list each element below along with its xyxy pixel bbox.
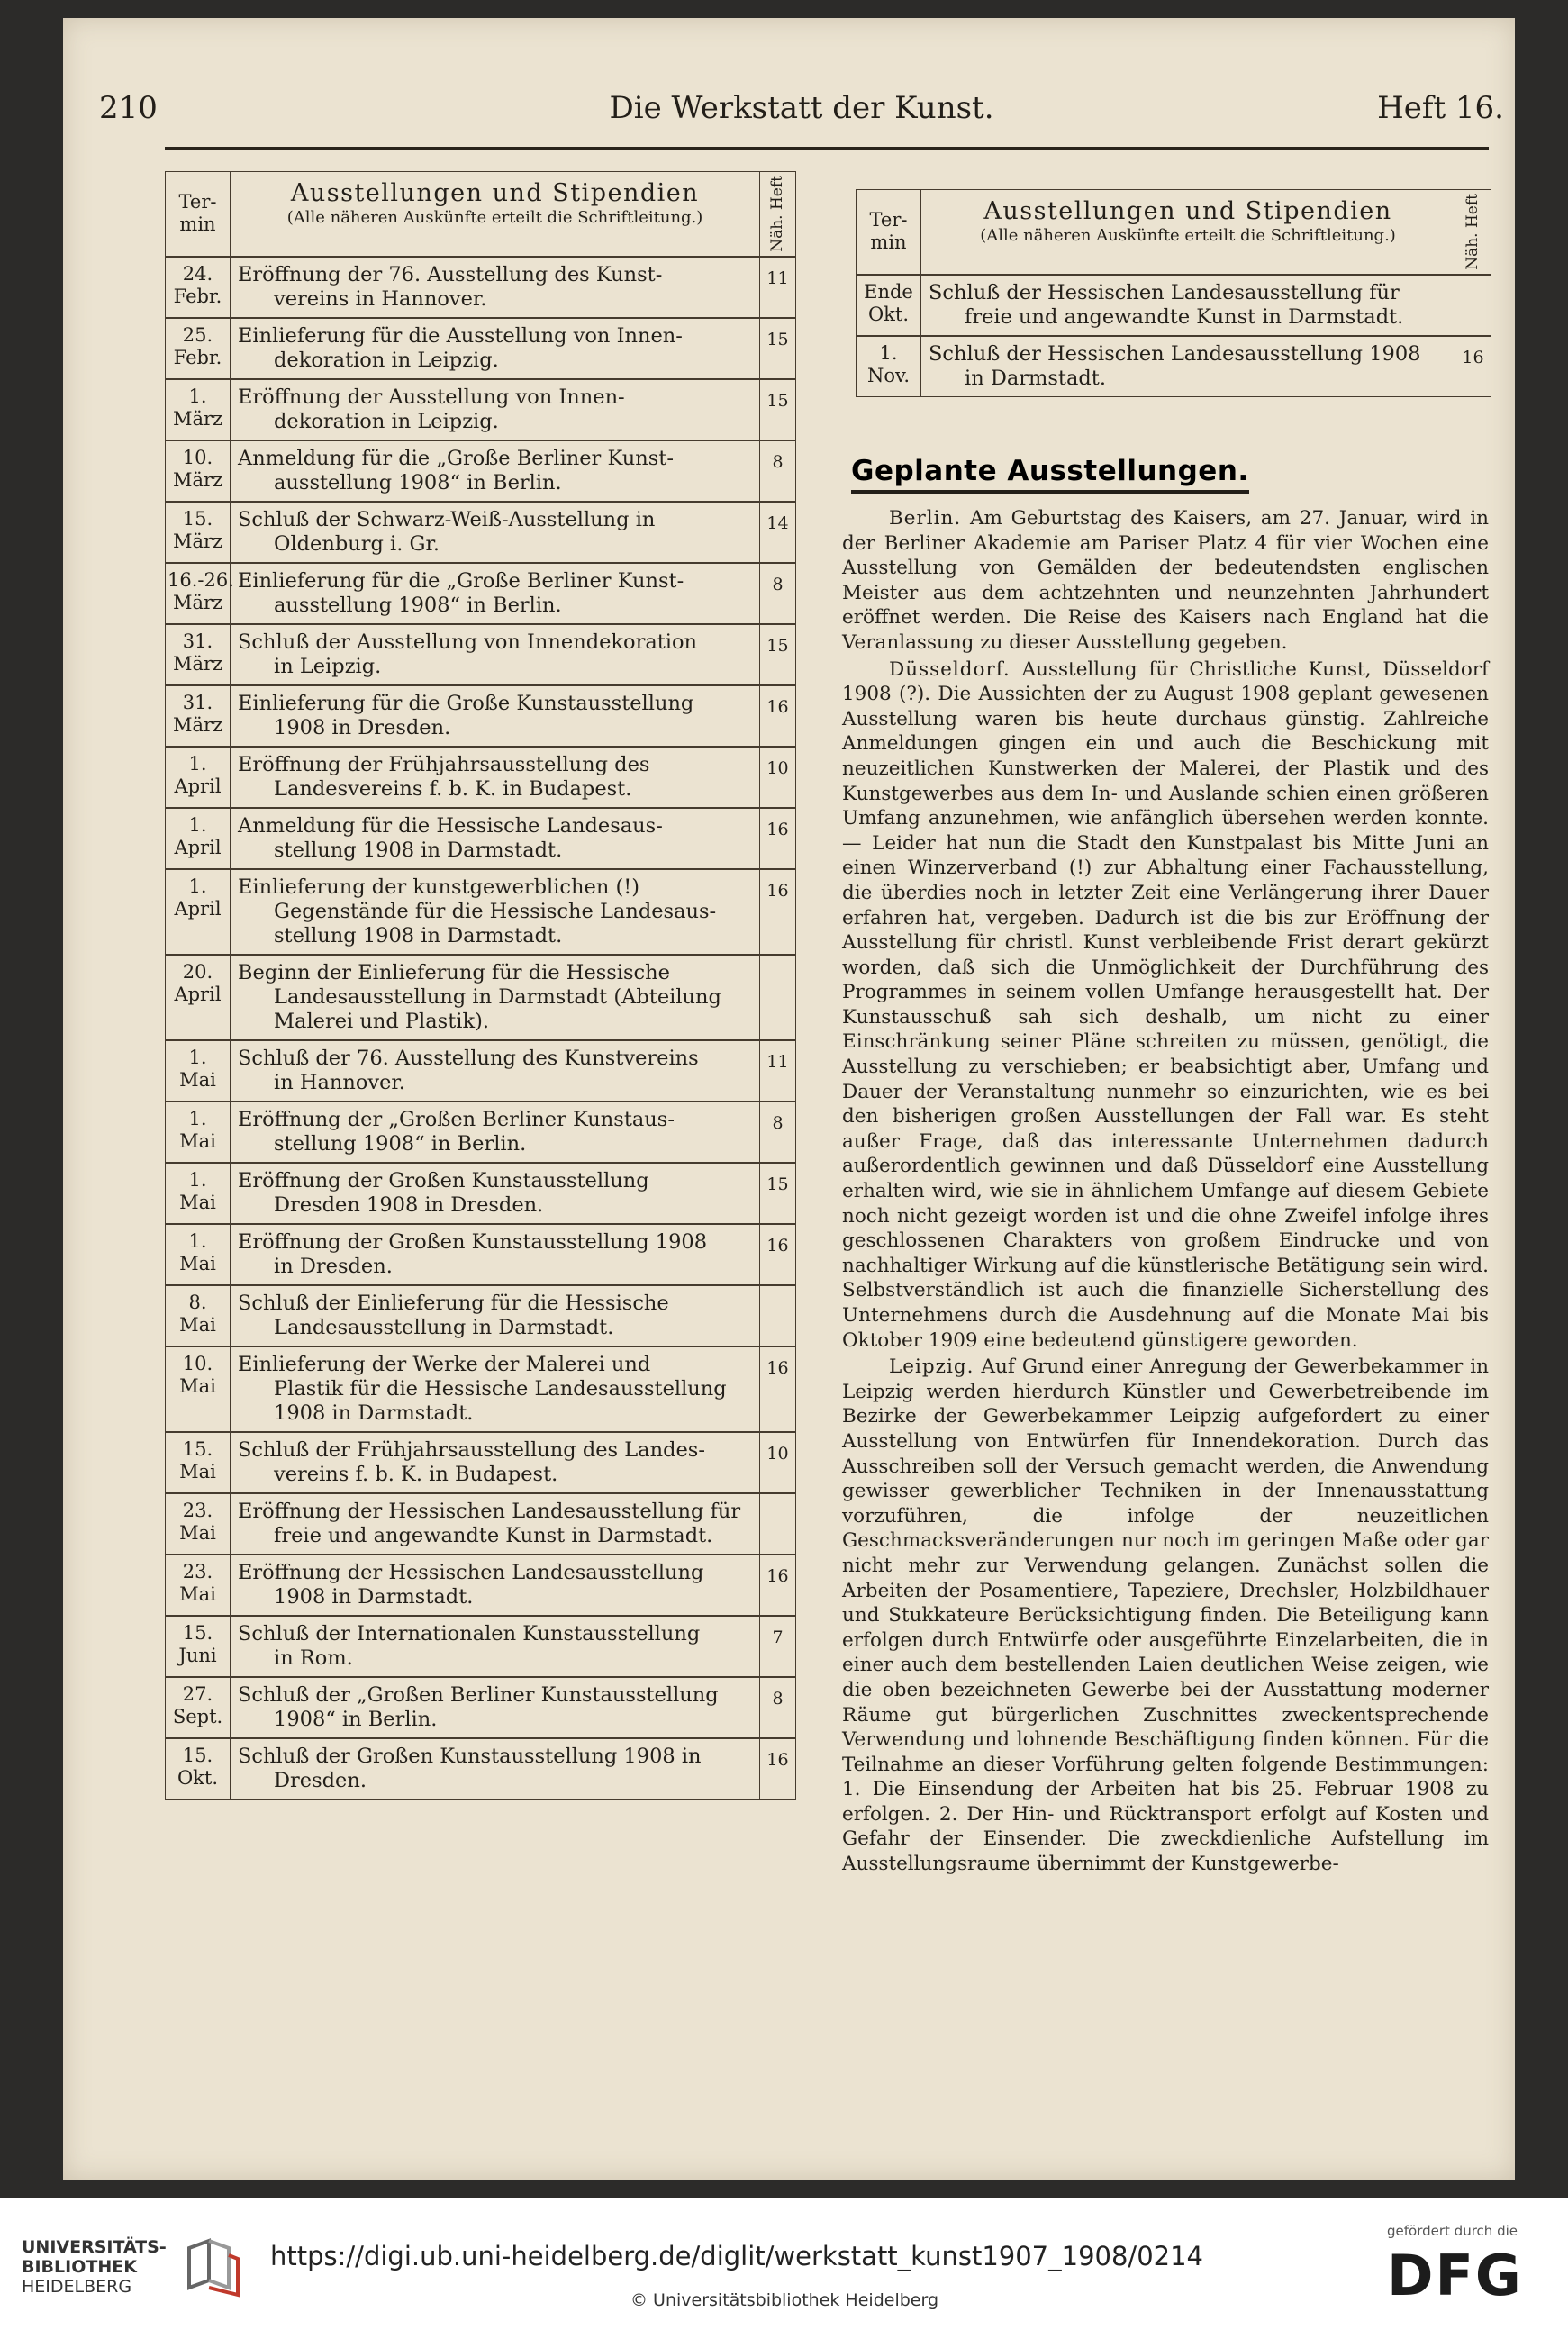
- article-lead: Düsseldorf.: [889, 657, 1011, 681]
- row-event-line: Schluß der Frühjahrsausstellung des Landes-: [238, 1437, 705, 1462]
- row-date-line: 27.: [182, 1682, 213, 1705]
- article-lead: Leipzig.: [889, 1355, 974, 1379]
- row-date-line: Mai: [179, 1129, 216, 1152]
- row-date: [166, 808, 231, 869]
- row-date: [166, 1616, 231, 1677]
- row-date: [166, 624, 231, 685]
- row-date: [166, 1677, 231, 1738]
- row-date: [166, 318, 231, 379]
- row-event-line: Schluß der Großen Kunstausstellung 1908 in: [238, 1744, 702, 1768]
- row-event-line: Eröffnung der 76. Ausstellung des Kunst-: [238, 262, 663, 286]
- table-row: [857, 275, 1491, 336]
- row-event: [231, 1677, 760, 1738]
- row-date-line: 15.: [182, 1437, 213, 1460]
- row-event-line: Beginn der Einlieferung für die Hessische: [238, 960, 670, 984]
- row-issue-ref: 16: [760, 685, 796, 747]
- row-event-line: Schluß der Internationalen Kunstausstellung: [238, 1621, 701, 1646]
- table-row: [166, 1040, 796, 1102]
- row-date-line: Okt.: [177, 1766, 219, 1789]
- row-event: [231, 502, 760, 563]
- row-event: [231, 1102, 760, 1163]
- running-title: Die Werkstatt der Kunst.: [609, 90, 994, 126]
- row-issue-ref: 8: [760, 1102, 796, 1163]
- row-date: [857, 275, 921, 336]
- row-event-line: Anmeldung für die „Große Berliner Kunst-: [238, 446, 674, 470]
- row-date-line: Mai: [179, 1582, 216, 1605]
- row-issue-ref: 16: [760, 1224, 796, 1285]
- row-event-line: Schluß der Hessischen Landesausstellung für: [929, 280, 1400, 304]
- row-issue-ref: 14: [760, 502, 796, 563]
- row-issue-ref: 10: [760, 747, 796, 808]
- library-name-line: BIBLIOTHEK: [22, 2257, 137, 2277]
- row-event: [231, 685, 760, 747]
- row-date-line: 1.: [879, 341, 898, 364]
- row-event: [231, 318, 760, 379]
- article-text: Ausstellung für Christliche Kunst, Düsseldorf 1908 (?). Die Aussichten der zu August 1908 geplant gewesenen Ausstellung waren bis heute durchaus günstig. Zahlreiche Anmeldungen gingen ein und auch die Beschickung mit neuzeitlichen Kunstwerken der Malerei, der Plastik und des Kunstgewerbes aus dem In- und Auslande schien einen größeren Umfang anzunehmen, wie anfänglich übersehen werden konnte. — Leider hat nun die Stadt den Kunstpalast bis Mitte Juni an einen Winzerverband (!) zur Abhaltung einer Fachausstellung, die überdies noch in letzter Zeit eine Verlängerung ihrer Dauer erfahren hat, vergeben. Dadurch ist die bis zur Eröffnung der Ausstellung für christl. Kunst verbleibende Frist derart gekürzt worden, daß sich die Unmöglichkeit der Durchführung des Programmes in seinem vollen Umfange herausgestellt hat. Der Kunstausschuß sah sich deshalb, um nicht zu einer Einschränkung seiner Pläne schreiten zu müssen, genötigt, die Ausstellung zu verschieben; er beabsichtigt aber, Umfang und Dauer der Veranstaltung nunmehr so einzurichten, wie es bei den bisherigen großen Ausstellungen der Fall war. Es steht außer Frage, daß das interessante Unternehmen dadurch außerordentlich gewinnen und daß Düsseldorf eine Ausstellung erhalten wird, wie sie in ähnlichem Umfange auf diesem Gebiete noch nicht gezeigt worden ist und die ohne Zweifel infolge ihres geschlossenen Charakters von großem Eindrucke und von nachhaltiger Wirkung auf die künstlerische Betätigung sein wird. Selbstverständlich ist auch die finanzielle Sicherstellung des Unternehmens durch die Ausdehnung auf die Monate Mai bis Oktober 1909 eine bedeutend günstigere geworden.: [842, 657, 1490, 1352]
- row-event-line: stellung 1908 in Darmstadt.: [274, 923, 563, 947]
- table-row: [166, 1432, 796, 1493]
- row-event: [231, 1493, 760, 1555]
- row-date-line: 1.: [188, 385, 207, 407]
- row-date: [166, 1432, 231, 1493]
- row-date-line: 8.: [188, 1291, 207, 1313]
- table-subtitle: (Alle näheren Auskünfte erteilt die Schriftleitung.): [286, 208, 703, 227]
- row-issue-ref: 10: [760, 1432, 796, 1493]
- row-date-line: 10.: [182, 446, 213, 468]
- row-date: [166, 563, 234, 624]
- ref-header-label: Näh. Heft: [768, 176, 786, 252]
- title-header: [231, 172, 760, 257]
- row-date-line: 23.: [182, 1560, 213, 1582]
- row-date: [166, 1493, 231, 1555]
- row-date-line: Mai: [179, 1252, 216, 1274]
- table-row: [166, 257, 796, 318]
- row-date-line: März: [172, 407, 223, 430]
- row-event-line: Einlieferung für die „Große Berliner Kunst-: [238, 568, 684, 593]
- term-header: Ter-min: [857, 190, 921, 275]
- title-header: [921, 190, 1455, 275]
- row-issue-ref: 16: [760, 1738, 796, 1800]
- section-heading-planned: Geplante Ausstellungen.: [851, 455, 1249, 494]
- row-date-line: 1.: [188, 875, 207, 897]
- table-row: [166, 1102, 796, 1163]
- row-event-line: ausstellung 1908“ in Berlin.: [274, 593, 562, 617]
- row-event-line: Eröffnung der Großen Kunstausstellung: [238, 1168, 649, 1192]
- row-date: [166, 747, 231, 808]
- row-date: [166, 1738, 231, 1800]
- row-date-line: März: [172, 530, 223, 552]
- row-event-line: Schluß der 76. Ausstellung des Kunstvereins: [238, 1046, 699, 1070]
- row-issue-ref: 16: [760, 1346, 796, 1432]
- row-issue-ref: 16: [1455, 336, 1491, 397]
- row-issue-ref: [760, 1493, 796, 1555]
- row-date: [166, 1224, 231, 1285]
- row-issue-ref: [760, 955, 796, 1040]
- row-issue-ref: 15: [760, 379, 796, 440]
- row-event-line: in Hannover.: [274, 1070, 405, 1094]
- row-date-line: Ende: [864, 280, 913, 303]
- table-row: [166, 685, 796, 747]
- dfg-logo: DFG: [1387, 2243, 1523, 2308]
- table-title: Ausstellungen und Stipendien: [983, 197, 1392, 225]
- row-date: [166, 869, 231, 955]
- row-date-line: April: [174, 775, 222, 797]
- row-event-line: Eröffnung der Ausstellung von Innen-: [238, 385, 625, 409]
- row-date-line: März: [172, 468, 223, 491]
- row-event-line: Anmeldung für die Hessische Landesaus-: [238, 813, 663, 838]
- row-event-line: Schluß der Schwarz-Weiß-Ausstellung in: [238, 507, 656, 531]
- row-date: [166, 1555, 231, 1616]
- row-date-line: Okt.: [867, 303, 910, 325]
- row-date-line: April: [174, 836, 222, 858]
- row-event: [231, 1040, 760, 1102]
- term-header: Ter-min: [166, 172, 231, 257]
- ref-header-label: Näh. Heft: [1464, 194, 1482, 270]
- row-date: [166, 1040, 231, 1102]
- row-date-line: April: [174, 983, 222, 1005]
- article-duesseldorf: [842, 657, 1489, 1354]
- issue-number: Heft 16.: [1377, 90, 1504, 126]
- row-date-line: März: [172, 591, 223, 613]
- row-event-line: 1908 in Darmstadt.: [274, 1401, 474, 1425]
- row-event-line: ausstellung 1908“ in Berlin.: [274, 470, 562, 494]
- row-event-line: Eröffnung der Frühjahrsausstellung des: [238, 752, 650, 776]
- row-date-line: Febr.: [173, 285, 222, 307]
- row-issue-ref: 15: [760, 624, 796, 685]
- table-row: [166, 1616, 796, 1677]
- row-issue-ref: 16: [760, 1555, 796, 1616]
- row-issue-ref: 15: [760, 318, 796, 379]
- permalink[interactable]: https://digi.ub.uni-heidelberg.de/diglit/werkstatt_kunst1907_1908/0214: [270, 2241, 1203, 2271]
- row-event-line: stellung 1908 in Darmstadt.: [274, 838, 563, 862]
- book-icon: [182, 2235, 245, 2298]
- article-leipzig: [842, 1355, 1489, 1876]
- row-event: [231, 869, 760, 955]
- row-issue-ref: [760, 1285, 796, 1346]
- table-row: [166, 379, 796, 440]
- row-event: [231, 747, 760, 808]
- row-event: [231, 1163, 760, 1224]
- table-row: [166, 1285, 796, 1346]
- row-issue-ref: 8: [760, 1677, 796, 1738]
- library-name-line: HEIDELBERG: [22, 2277, 132, 2297]
- row-event: [231, 1555, 760, 1616]
- row-event: [231, 379, 760, 440]
- running-header: [99, 90, 1504, 144]
- table-row: [166, 502, 796, 563]
- row-event: [231, 1432, 760, 1493]
- row-event-line: Landesausstellung in Darmstadt (Abteilung: [274, 984, 721, 1009]
- planned-articles: [842, 506, 1489, 1879]
- row-event-line: in Darmstadt.: [965, 366, 1106, 390]
- row-event-line: Malerei und Plastik).: [274, 1009, 490, 1033]
- row-date: [166, 685, 231, 747]
- table-header: [857, 190, 1491, 275]
- row-issue-ref: 16: [760, 808, 796, 869]
- row-event-line: Schluß der „Großen Berliner Kunstausstellung: [238, 1682, 719, 1707]
- table-row: [166, 624, 796, 685]
- table-row: [166, 1493, 796, 1555]
- table-row: [166, 1346, 796, 1432]
- article-text: Auf Grund einer Anregung der Gewerbekammer in Leipzig werden hierdurch Künstler und Gewerbetreibende im Bezirke der Gewerbekammer Leipzig aufgefordert zu einer Ausstellung von Entwürfen für Innendekoration. Durch das Ausschreiben soll der Versuch gemacht werden, die Anwendung gewisser gewerblicher Techniken in der Innenausstattung vorzuführen, die infolge der neuzeitlichen Geschmacksveränderungen nur noch im geringen Maße oder gar nicht mehr zur Verwendung gelangen. Zunächst sollen die Arbeiten der Posamentiere, Tapeziere, Drechsler, Holzbildhauer und Stukkateure Berücksichtigung finden. Die Beteiligung kann erfolgen durch Entwürfe oder ausgeführte Einzelarbeiten, die in einer auch dem bestellenden Laien deutlichen Weise zeigen, wie die oben bezeichneten Gewerbe bei der Ausstattung moderner Räume gut bürgerlichen Zuschnittes zweckentsprechende Verwendung und lohnende Beschäftigung finden können. Für die Teilnahme an dieser Vorführung gelten folgende Bestimmungen: 1. Die Einsendung der Arbeiten hat bis 25. Februar 1908 zu erfolgen. 2. Der Hin- und Rücktransport erfolgt auf Kosten und Gefahr der Einsender. Die zweckdienliche Aufstellung im Ausstellungsraume übernimmt der Kunstgewerbe-: [842, 1355, 1490, 1876]
- row-event: [231, 955, 760, 1040]
- row-date-line: 1.: [188, 1168, 207, 1191]
- row-date-line: 15.: [182, 507, 213, 530]
- row-date-line: Mai: [179, 1460, 216, 1482]
- row-event-line: dekoration in Leipzig.: [274, 409, 499, 433]
- row-event-line: 1908“ in Berlin.: [274, 1707, 438, 1731]
- article-text: Am Geburtstag des Kaisers, am 27. Januar, wird in der Berliner Akademie am Pariser Platz 4 für vier Wochen eine Ausstellung von Gemälden der bedeutendsten englischen Meister aus dem achtzehnten und neunzehnten Jahrhundert eröffnet werden. Die Reise des Kaisers nach England hat die Veranlassung zu dieser Ausstellung gegeben.: [842, 507, 1489, 654]
- row-event-line: Dresden.: [274, 1768, 367, 1792]
- row-issue-ref: 7: [760, 1616, 796, 1677]
- row-date-line: Sept.: [172, 1705, 223, 1727]
- table-row: [166, 1163, 796, 1224]
- row-event-line: Landesvereins f. b. K. in Budapest.: [274, 776, 632, 801]
- library-name: [22, 2237, 167, 2297]
- left-table-body: [166, 257, 796, 1800]
- row-date: [857, 336, 921, 397]
- row-event-line: vereins f. b. K. in Budapest.: [274, 1462, 558, 1486]
- table-row: [166, 1224, 796, 1285]
- row-event-line: freie und angewandte Kunst in Darmstadt.: [965, 304, 1404, 329]
- row-event: [231, 624, 760, 685]
- row-date-line: Febr.: [173, 346, 222, 368]
- row-event-line: Plastik für die Hessische Landesausstellung: [274, 1376, 727, 1401]
- row-event: [231, 257, 760, 318]
- row-event: [231, 563, 760, 624]
- table-row: [166, 955, 796, 1040]
- row-date: [166, 379, 231, 440]
- row-date-line: Mai: [179, 1521, 216, 1544]
- article-berlin: [842, 506, 1489, 656]
- row-date-line: Nov.: [866, 364, 911, 386]
- header-rule: [165, 147, 1489, 150]
- ref-header: [760, 172, 796, 257]
- table-header: [166, 172, 796, 257]
- table-row: [166, 563, 796, 624]
- exhibition-calendar-left: [165, 171, 796, 1800]
- table-row: [166, 440, 796, 502]
- row-event: [231, 1346, 760, 1432]
- row-date-line: März: [172, 652, 223, 675]
- page-number: 210: [99, 90, 158, 126]
- row-event-line: 1908 in Darmstadt.: [274, 1584, 474, 1609]
- row-date-line: 16.-26.: [168, 568, 234, 591]
- row-event-line: Dresden 1908 in Dresden.: [274, 1192, 544, 1217]
- row-event: [231, 1738, 760, 1800]
- table-row: [166, 1738, 796, 1800]
- row-date-line: Mai: [179, 1068, 216, 1091]
- right-table-body: [857, 275, 1491, 397]
- row-date-line: 23.: [182, 1499, 213, 1521]
- table-row: [166, 318, 796, 379]
- row-date-line: 1.: [188, 1229, 207, 1252]
- row-date: [166, 955, 231, 1040]
- row-event-line: Einlieferung für die Große Kunstausstellung: [238, 691, 694, 715]
- table-row: [166, 1677, 796, 1738]
- row-event-line: vereins in Hannover.: [274, 286, 487, 311]
- table-row: [166, 808, 796, 869]
- row-date-line: 15.: [182, 1744, 213, 1766]
- row-date-line: 20.: [182, 960, 213, 983]
- copyright-notice: © Universitätsbibliothek Heidelberg: [630, 2290, 939, 2310]
- funding-label: gefördert durch die: [1387, 2223, 1518, 2239]
- row-date-line: 10.: [182, 1352, 213, 1374]
- row-event-line: in Dresden.: [274, 1254, 393, 1278]
- library-name-line: UNIVERSITÄTS-: [22, 2237, 167, 2257]
- row-date-line: Mai: [179, 1313, 216, 1336]
- row-event-line: Eröffnung der „Großen Berliner Kunstaus-: [238, 1107, 675, 1131]
- row-event: [231, 1224, 760, 1285]
- row-issue-ref: 11: [760, 257, 796, 318]
- row-issue-ref: 16: [760, 869, 796, 955]
- row-event-line: dekoration in Leipzig.: [274, 348, 499, 372]
- row-event: [921, 336, 1455, 397]
- row-date-line: 31.: [182, 691, 213, 713]
- table-row: [166, 869, 796, 955]
- row-event-line: Einlieferung der kunstgewerblichen (!): [238, 875, 640, 899]
- row-date: [166, 502, 231, 563]
- row-event-line: Eröffnung der Hessischen Landesausstellung: [238, 1560, 704, 1584]
- row-date-line: 1.: [188, 1107, 207, 1129]
- table-title: Ausstellungen und Stipendien: [290, 179, 700, 207]
- row-date-line: 31.: [182, 630, 213, 652]
- table-subtitle: (Alle näheren Auskünfte erteilt die Schriftleitung.): [980, 226, 1396, 245]
- row-event: [231, 808, 760, 869]
- row-issue-ref: 8: [760, 440, 796, 502]
- row-event-line: Einlieferung der Werke der Malerei und: [238, 1352, 651, 1376]
- row-event-line: Landesausstellung in Darmstadt.: [274, 1315, 614, 1339]
- article-lead: Berlin.: [889, 507, 962, 530]
- row-date-line: 15.: [182, 1621, 213, 1644]
- row-event-line: Gegenstände für die Hessische Landesaus-: [274, 899, 717, 923]
- row-event-line: Einlieferung für die Ausstellung von Innen-: [238, 323, 683, 348]
- row-event-line: stellung 1908“ in Berlin.: [274, 1131, 527, 1156]
- row-event: [231, 1616, 760, 1677]
- row-event-line: in Leipzig.: [274, 654, 382, 678]
- exhibition-calendar-right: [856, 189, 1491, 397]
- row-event: [921, 275, 1455, 336]
- row-issue-ref: 11: [760, 1040, 796, 1102]
- row-event-line: 1908 in Dresden.: [274, 715, 451, 739]
- row-issue-ref: [1455, 275, 1491, 336]
- row-issue-ref: 15: [760, 1163, 796, 1224]
- row-date: [166, 257, 231, 318]
- row-date: [166, 1346, 231, 1432]
- row-date: [166, 1163, 231, 1224]
- row-date-line: Mai: [179, 1374, 216, 1397]
- row-date-line: 1.: [188, 813, 207, 836]
- table-row: [166, 1555, 796, 1616]
- ref-header: [1455, 190, 1491, 275]
- row-date-line: 25.: [182, 323, 213, 346]
- row-date-line: April: [174, 897, 222, 920]
- row-event-line: Eröffnung der Großen Kunstausstellung 1908: [238, 1229, 708, 1254]
- row-date: [166, 1285, 231, 1346]
- row-event: [231, 440, 760, 502]
- row-date: [166, 440, 231, 502]
- row-event-line: Schluß der Einlieferung für die Hessische: [238, 1291, 669, 1315]
- row-date-line: 1.: [188, 1046, 207, 1068]
- row-date-line: 24.: [182, 262, 213, 285]
- row-event-line: Eröffnung der Hessischen Landesausstellung für: [238, 1499, 741, 1523]
- table-row: [166, 747, 796, 808]
- viewer-footer: [0, 2198, 1568, 2330]
- row-event-line: Schluß der Hessischen Landesausstellung 1908: [929, 341, 1421, 366]
- row-event: [231, 1285, 760, 1346]
- row-issue-ref: 8: [760, 563, 796, 624]
- row-event-line: Oldenburg i. Gr.: [274, 531, 440, 556]
- row-event-line: in Rom.: [274, 1646, 353, 1670]
- library-logo[interactable]: [22, 2225, 247, 2297]
- row-date-line: 1.: [188, 752, 207, 775]
- table-row: [857, 336, 1491, 397]
- row-date-line: Mai: [179, 1191, 216, 1213]
- row-date-line: März: [172, 713, 223, 736]
- row-date: [166, 1102, 231, 1163]
- row-event-line: freie und angewandte Kunst in Darmstadt.: [274, 1523, 713, 1547]
- row-date-line: Juni: [178, 1644, 217, 1666]
- row-event-line: Schluß der Ausstellung von Innendekoration: [238, 630, 698, 654]
